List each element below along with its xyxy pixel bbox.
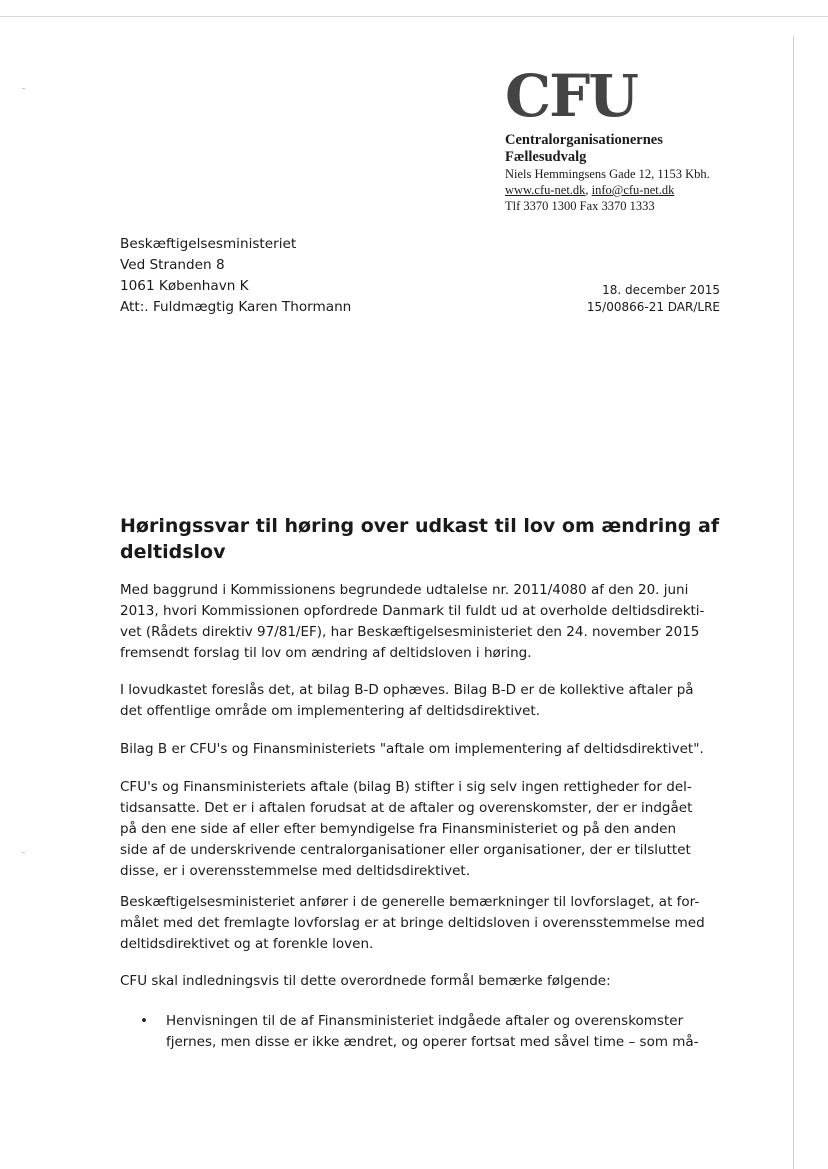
recipient-line: 1061 København K	[120, 278, 249, 294]
email-link[interactable]: info@cfu-net.dk	[591, 183, 675, 197]
scan-speck	[22, 852, 25, 853]
letter-date: 18. december 2015	[602, 283, 720, 297]
bullet-text: Henvisningen til de af Finansministeriet indgåede aftaler og overenskomster fjernes, men disse er ikke ændret, og operer fortsat med såvel time – som må-	[166, 1013, 699, 1050]
body-paragraph: Bilag B er CFU's og Finansministeriets "aftale om implementering af deltidsdirektivet".	[120, 741, 704, 757]
scan-edge-top	[0, 16, 828, 17]
date-block	[560, 282, 720, 316]
contact-links	[505, 182, 710, 198]
scan-edge-right	[793, 36, 794, 1169]
bullet-icon: •	[140, 1013, 148, 1029]
recipient-line: Att:. Fuldmægtig Karen Thormann	[120, 299, 352, 315]
body-paragraph: Med baggrund i Kommissionens begrundede udtalelse nr. 2011/4080 af den 20. juni 2013, hvori Kommissionen opfordrede Danmark til fuldt ud at overholde deltidsdirekti-vet (Rådets direktiv 97/81/EF), har Beskæftigelsesministeriet den 24. november 2015 fremsendt forslag til lov om ændring af deltidsloven i høring.	[120, 582, 705, 661]
recipient-address	[120, 234, 351, 318]
letterhead	[505, 62, 710, 214]
body-paragraph: I lovudkastet foreslås det, at bilag B-D ophæves. Bilag B-D er de kollektive aftaler på det offentlige område om implementering af deltidsdirektivet.	[120, 682, 694, 719]
org-address: Niels Hemmingsens Gade 12, 1153 Kbh.	[505, 167, 710, 181]
org-phone: Tlf 3370 1300 Fax 3370 1333	[505, 199, 655, 213]
body-paragraph: Beskæftigelsesministeriet anfører i de generelle bemærkninger til lovforslaget, at for-målet med det fremlagte lovforslag er at bringe deltidsloven i overensstemmelse med deltidsdirektivet og at forenkle loven.	[120, 894, 705, 952]
link-separator: ,	[585, 183, 592, 197]
website-link[interactable]: www.cfu-net.dk	[505, 183, 586, 197]
body-paragraph: CFU's og Finansministeriets aftale (bilag B) stifter i sig selv ingen rettigheder for del-tidsansatte. Det er i aftalen forudsat at de aftaler og overenskomster, der er indgået på den ene side af eller efter bemyndigelse fra Finansministeriet og på den anden side af de underskrivende centralorganisationer eller organisationer, der er tilsluttet disse, er i overensstemmelse med deltidsdirektivet.	[120, 779, 693, 879]
letter-title: Høringssvar til høring over udkast til lov om ændring af deltidslov	[120, 515, 720, 563]
body-paragraph: CFU skal indledningsvis til dette overordnede formål bemærke følgende:	[120, 973, 611, 989]
org-name-line1: Centralorganisationernes	[505, 132, 663, 148]
org-name-line2: Fællesudvalg	[505, 149, 587, 165]
cfu-logo: CFU	[505, 62, 637, 130]
recipient-line: Beskæftigelsesministeriet	[120, 236, 297, 252]
scan-speck	[22, 88, 25, 89]
recipient-line: Ved Stranden 8	[120, 257, 225, 273]
reference-number: 15/00866-21 DAR/LRE	[586, 300, 720, 314]
